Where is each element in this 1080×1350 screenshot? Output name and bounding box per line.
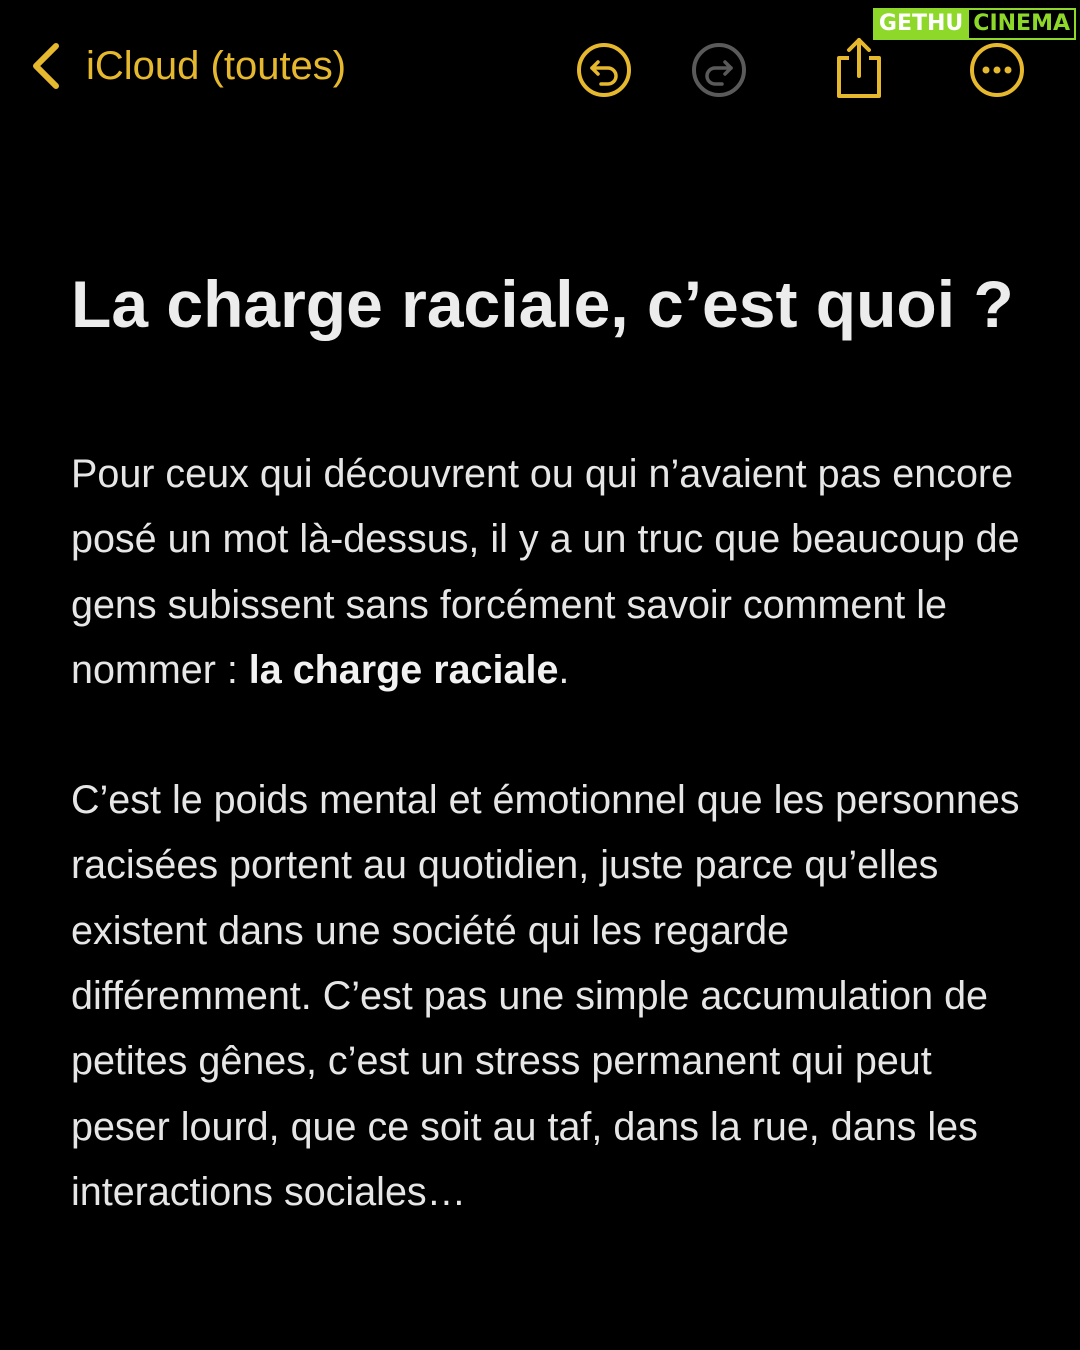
paragraph-1-emphasis: la charge raciale [248, 647, 559, 692]
note-paragraph-2: C’est le poids mental et émotionnel que les personnes racisées portent au quotidien, juste parce qu’elles existent dans une société qui les regarde différemment. C’est pas une simple accumulation de petites gênes, c’est un stress permanent qui peut peser lourd, que ce soit au taf, dans la rue, dans les interactions sociales… [71, 778, 1020, 1214]
chevron-left-icon [28, 36, 64, 96]
note-title: La charge raciale, c’est quoi ? [71, 267, 1014, 341]
undo-icon[interactable] [574, 40, 634, 100]
redo-icon[interactable] [689, 40, 749, 100]
watermark-right-text: CINEMA [969, 8, 1076, 40]
watermark-left-text: GETHU [873, 8, 969, 40]
note-body[interactable] [71, 258, 1021, 1225]
paragraph-1-text: Pour ceux qui découvrent ou qui n’avaient pas encore posé un mot là-dessus, il y a un truc que beaucoup de gens subissent sans forcément savoir comment le nommer : [71, 452, 1020, 692]
notes-toolbar [0, 30, 1080, 110]
more-icon[interactable] [967, 40, 1027, 100]
note-paragraph-1 [71, 442, 1021, 703]
paragraph-1-end: . [558, 647, 570, 692]
share-icon[interactable] [829, 34, 889, 100]
back-button[interactable] [28, 36, 346, 96]
back-button-label: iCloud (toutes) [86, 44, 347, 88]
